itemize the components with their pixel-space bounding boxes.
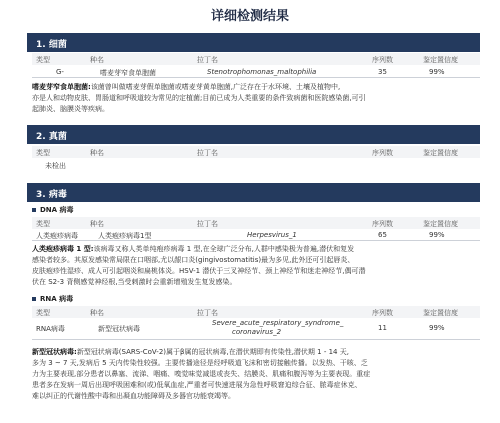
cell-name: 新型冠状病毒 xyxy=(98,325,140,333)
cell-latin-line1: Severe_acute_respiratory_syndrome_ xyxy=(212,319,344,327)
desc-line: 难以纠正的代谢性酸中毒和出凝血功能障碍及多器官功能衰竭等。 xyxy=(32,392,235,400)
col-type: 类型 xyxy=(36,56,50,64)
dna-table-header xyxy=(32,217,480,229)
table-row xyxy=(32,229,480,241)
table-row xyxy=(32,318,480,340)
desc-line: 多为 3 ~ 7 天,发病后 5 天内传染性较强。主要传播途径是经呼吸道飞沫和密切接触传播。以发热、干咳、乏 xyxy=(32,359,368,367)
desc-line: 该菌曾叫做嗜麦芽假单胞菌或嗜麦芽黄单胞菌,广泛存在于水环境、土壤及植物中, xyxy=(90,83,341,91)
desc-line: 新型冠状病毒(SARS-CoV-2)属于β属的冠状病毒,在潜伏期即有传染性,潜伏期 1 - 14 天, xyxy=(76,348,349,356)
cell-latin: Herpesvirus_1 xyxy=(247,231,297,239)
cell-reads: 65 xyxy=(378,231,387,239)
col-latin: 拉丁名 xyxy=(197,309,218,317)
desc-line: 起肺炎、脑膜炎等疾病。 xyxy=(32,105,109,113)
col-confidence: 鉴定置信度 xyxy=(423,309,458,317)
col-name: 种名 xyxy=(90,309,104,317)
bullet-icon xyxy=(32,208,36,212)
desc-line: 感染者较多。其原发感染常局限在口咽部,尤以龈口炎(gingivostomatitis)最为多见,此外还可引起唇炎、 xyxy=(32,256,355,264)
col-name: 种名 xyxy=(90,56,104,64)
table-row xyxy=(32,66,480,78)
desc-line: 患者多在发病一周后出现呼吸困难和(或)低氧血症,严重者可快速进展为急性呼吸窘迫综合征、脓毒症休克、 xyxy=(32,381,362,389)
bullet-icon xyxy=(32,297,36,301)
cell-latin: Stenotrophomonas_maltophilia xyxy=(207,68,317,76)
fungi-table-header xyxy=(32,146,480,158)
desc-name: 嗜麦芽窄食单胞菌: xyxy=(32,83,91,91)
cell-type: 人类疱疹病毒 xyxy=(36,232,78,240)
rna-table-header xyxy=(32,306,480,318)
desc-name: 人类疱疹病毒 1 型: xyxy=(32,245,94,253)
col-name: 种名 xyxy=(90,220,104,228)
dna-virus-subtitle: DNA 病毒 xyxy=(32,205,74,215)
cell-reads: 35 xyxy=(378,68,387,76)
dna-virus-description xyxy=(32,244,480,288)
desc-line: 皮肤疱疹性湿疹、成人可引起咽炎和扁桃体炎。HSV-1 潜伏于三叉神经节、颈上神经节和迷走神经节,偶可潜 xyxy=(32,267,366,275)
cell-confidence: 99% xyxy=(429,324,445,332)
bacteria-description xyxy=(32,82,480,115)
col-reads: 序列数 xyxy=(372,149,393,157)
col-confidence: 鉴定置信度 xyxy=(423,56,458,64)
section-heading-virus: 3. 病毒 xyxy=(27,183,480,202)
cell-name: 人类疱疹病毒1型 xyxy=(98,232,152,240)
col-type: 类型 xyxy=(36,309,50,317)
section-heading-bacteria: 1. 细菌 xyxy=(27,33,480,52)
col-type: 类型 xyxy=(36,220,50,228)
desc-name: 新型冠状病毒: xyxy=(32,348,77,356)
cell-type: G- xyxy=(56,68,64,76)
cell-confidence: 99% xyxy=(429,68,445,76)
cell-type: RNA病毒 xyxy=(36,325,65,333)
cell-confidence: 99% xyxy=(429,231,445,239)
col-reads: 序列数 xyxy=(372,309,393,317)
col-latin: 拉丁名 xyxy=(197,220,218,228)
col-confidence: 鉴定置信度 xyxy=(423,149,458,157)
col-name: 种名 xyxy=(90,149,104,157)
desc-line: 伏在 S2-3 背侧感觉神经根,当受刺激时会重新增殖发生复发感染。 xyxy=(32,278,237,286)
section-heading-fungi: 2. 真菌 xyxy=(27,125,480,144)
cell-reads: 11 xyxy=(378,324,387,332)
col-latin: 拉丁名 xyxy=(197,149,218,157)
fungi-empty-note: 未检出 xyxy=(45,162,66,170)
col-confidence: 鉴定置信度 xyxy=(423,220,458,228)
col-reads: 序列数 xyxy=(372,220,393,228)
rna-virus-subtitle: RNA 病毒 xyxy=(32,294,73,304)
col-type: 类型 xyxy=(36,149,50,157)
cell-name: 嗜麦芽窄食单胞菌 xyxy=(100,69,156,77)
rna-virus-description xyxy=(32,347,480,402)
bacteria-table-header xyxy=(32,53,480,65)
desc-line: 亦是人和动物皮肤、胃肠道和呼吸道较为常见的定植菌;目前已成为人类重要的条件致病菌和医院感染菌,可引 xyxy=(32,94,366,102)
page-title: 详细检测结果 xyxy=(210,9,289,24)
cell-latin-line2: coronavirus_2 xyxy=(232,328,282,336)
col-reads: 序列数 xyxy=(372,56,393,64)
desc-line: 力为主要表现,部分患者以鼻塞、流涕、咽痛、嗅觉味觉减退或丧失、结膜炎、肌痛和腹泻等为主要表现。重症 xyxy=(32,370,371,378)
desc-line: 该病毒又称人类单纯疱疹病毒 1 型,在全球广泛分布,人群中感染极为普遍,潜伏和复发 xyxy=(93,245,355,253)
col-latin: 拉丁名 xyxy=(197,56,218,64)
